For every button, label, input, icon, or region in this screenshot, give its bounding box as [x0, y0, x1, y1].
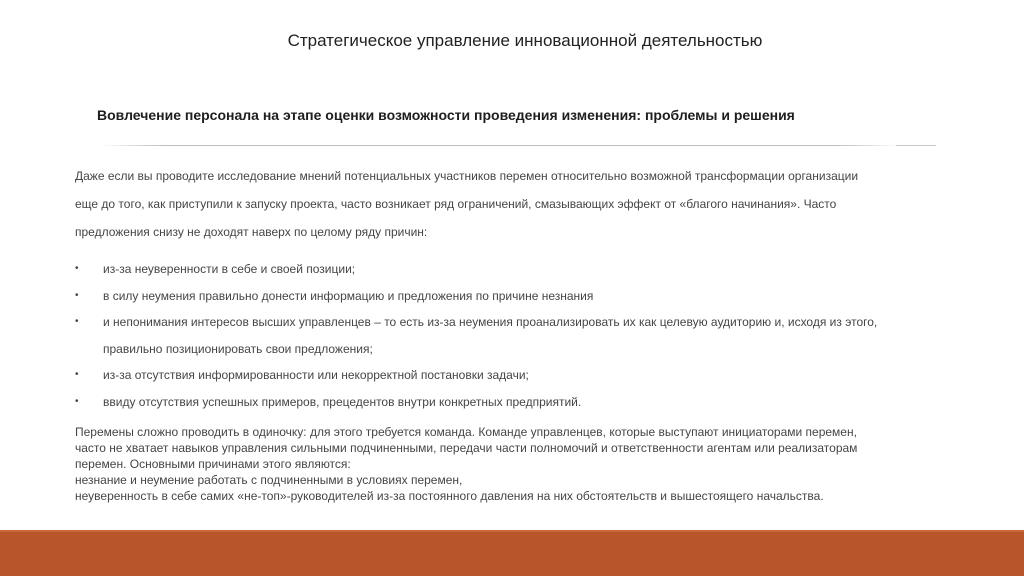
intro-paragraph	[75, 162, 975, 246]
closing-line: Перемены сложно проводить в одиночку: для этого требуется команда. Команде управленцев, которые выступают инициаторами перемен,	[75, 425, 857, 439]
intro-line: Даже если вы проводите исследование мнений потенциальных участников перемен относительно возможной трансформации организации	[75, 169, 859, 183]
footer-bar	[0, 530, 1024, 576]
bullet-marker: •	[75, 369, 79, 380]
closing-line: часто не хватает навыков управления сильными подчиненными, передачи части полномочий и ответственности агентам или реализаторам	[75, 441, 858, 455]
list-item-text: ввиду отсутствия успешных примеров, прецедентов внутри конкретных предприятий.	[103, 395, 582, 409]
bullet-marker: •	[75, 396, 79, 407]
slide-subtitle: Вовлечение персонала на этапе оценки возможности проведения изменения: проблемы и решения	[97, 107, 795, 123]
list-item-text: из-за неуверенности в себе и своей позиции;	[103, 262, 356, 276]
bullet-marker: •	[75, 263, 79, 274]
closing-paragraph	[75, 424, 975, 504]
bullet-marker: •	[75, 316, 79, 327]
footer-bar-edge	[0, 530, 1024, 532]
closing-line: перемен. Основными причинами этого являются:	[75, 457, 351, 471]
slide-title: Стратегическое управление инновационной деятельностью	[287, 31, 763, 50]
subtitle-divider-accent	[896, 145, 936, 146]
list-item-text: из-за отсутствия информированности или некорректной постановки задачи;	[103, 368, 529, 382]
closing-line: незнание и неумение работать с подчиненными в условиях перемен,	[75, 473, 463, 487]
list-item-text: в силу неумения правильно донести информацию и предложения по причине незнания	[103, 289, 594, 303]
closing-line: неуверенность в себе самих «не-топ»-руководителей из-за постоянного давления на них обстоятельств и вышестоящего начальства.	[75, 489, 824, 503]
list-item-continuation: правильно позиционировать свои предложения;	[103, 342, 373, 356]
intro-line: предложения снизу не доходят наверх по целому ряду причин:	[75, 225, 428, 239]
subtitle-divider	[100, 145, 900, 146]
intro-line: еще до того, как приступили к запуску проекта, часто возникает ряд ограничений, смазывающих эффект от «благого начинания». Часто	[75, 197, 837, 211]
bullet-marker: •	[75, 290, 79, 301]
list-item-text: и непонимания интересов высших управленцев – то есть из-за неумения проанализировать их как целевую аудиторию и, исходя из этого,	[103, 315, 878, 329]
